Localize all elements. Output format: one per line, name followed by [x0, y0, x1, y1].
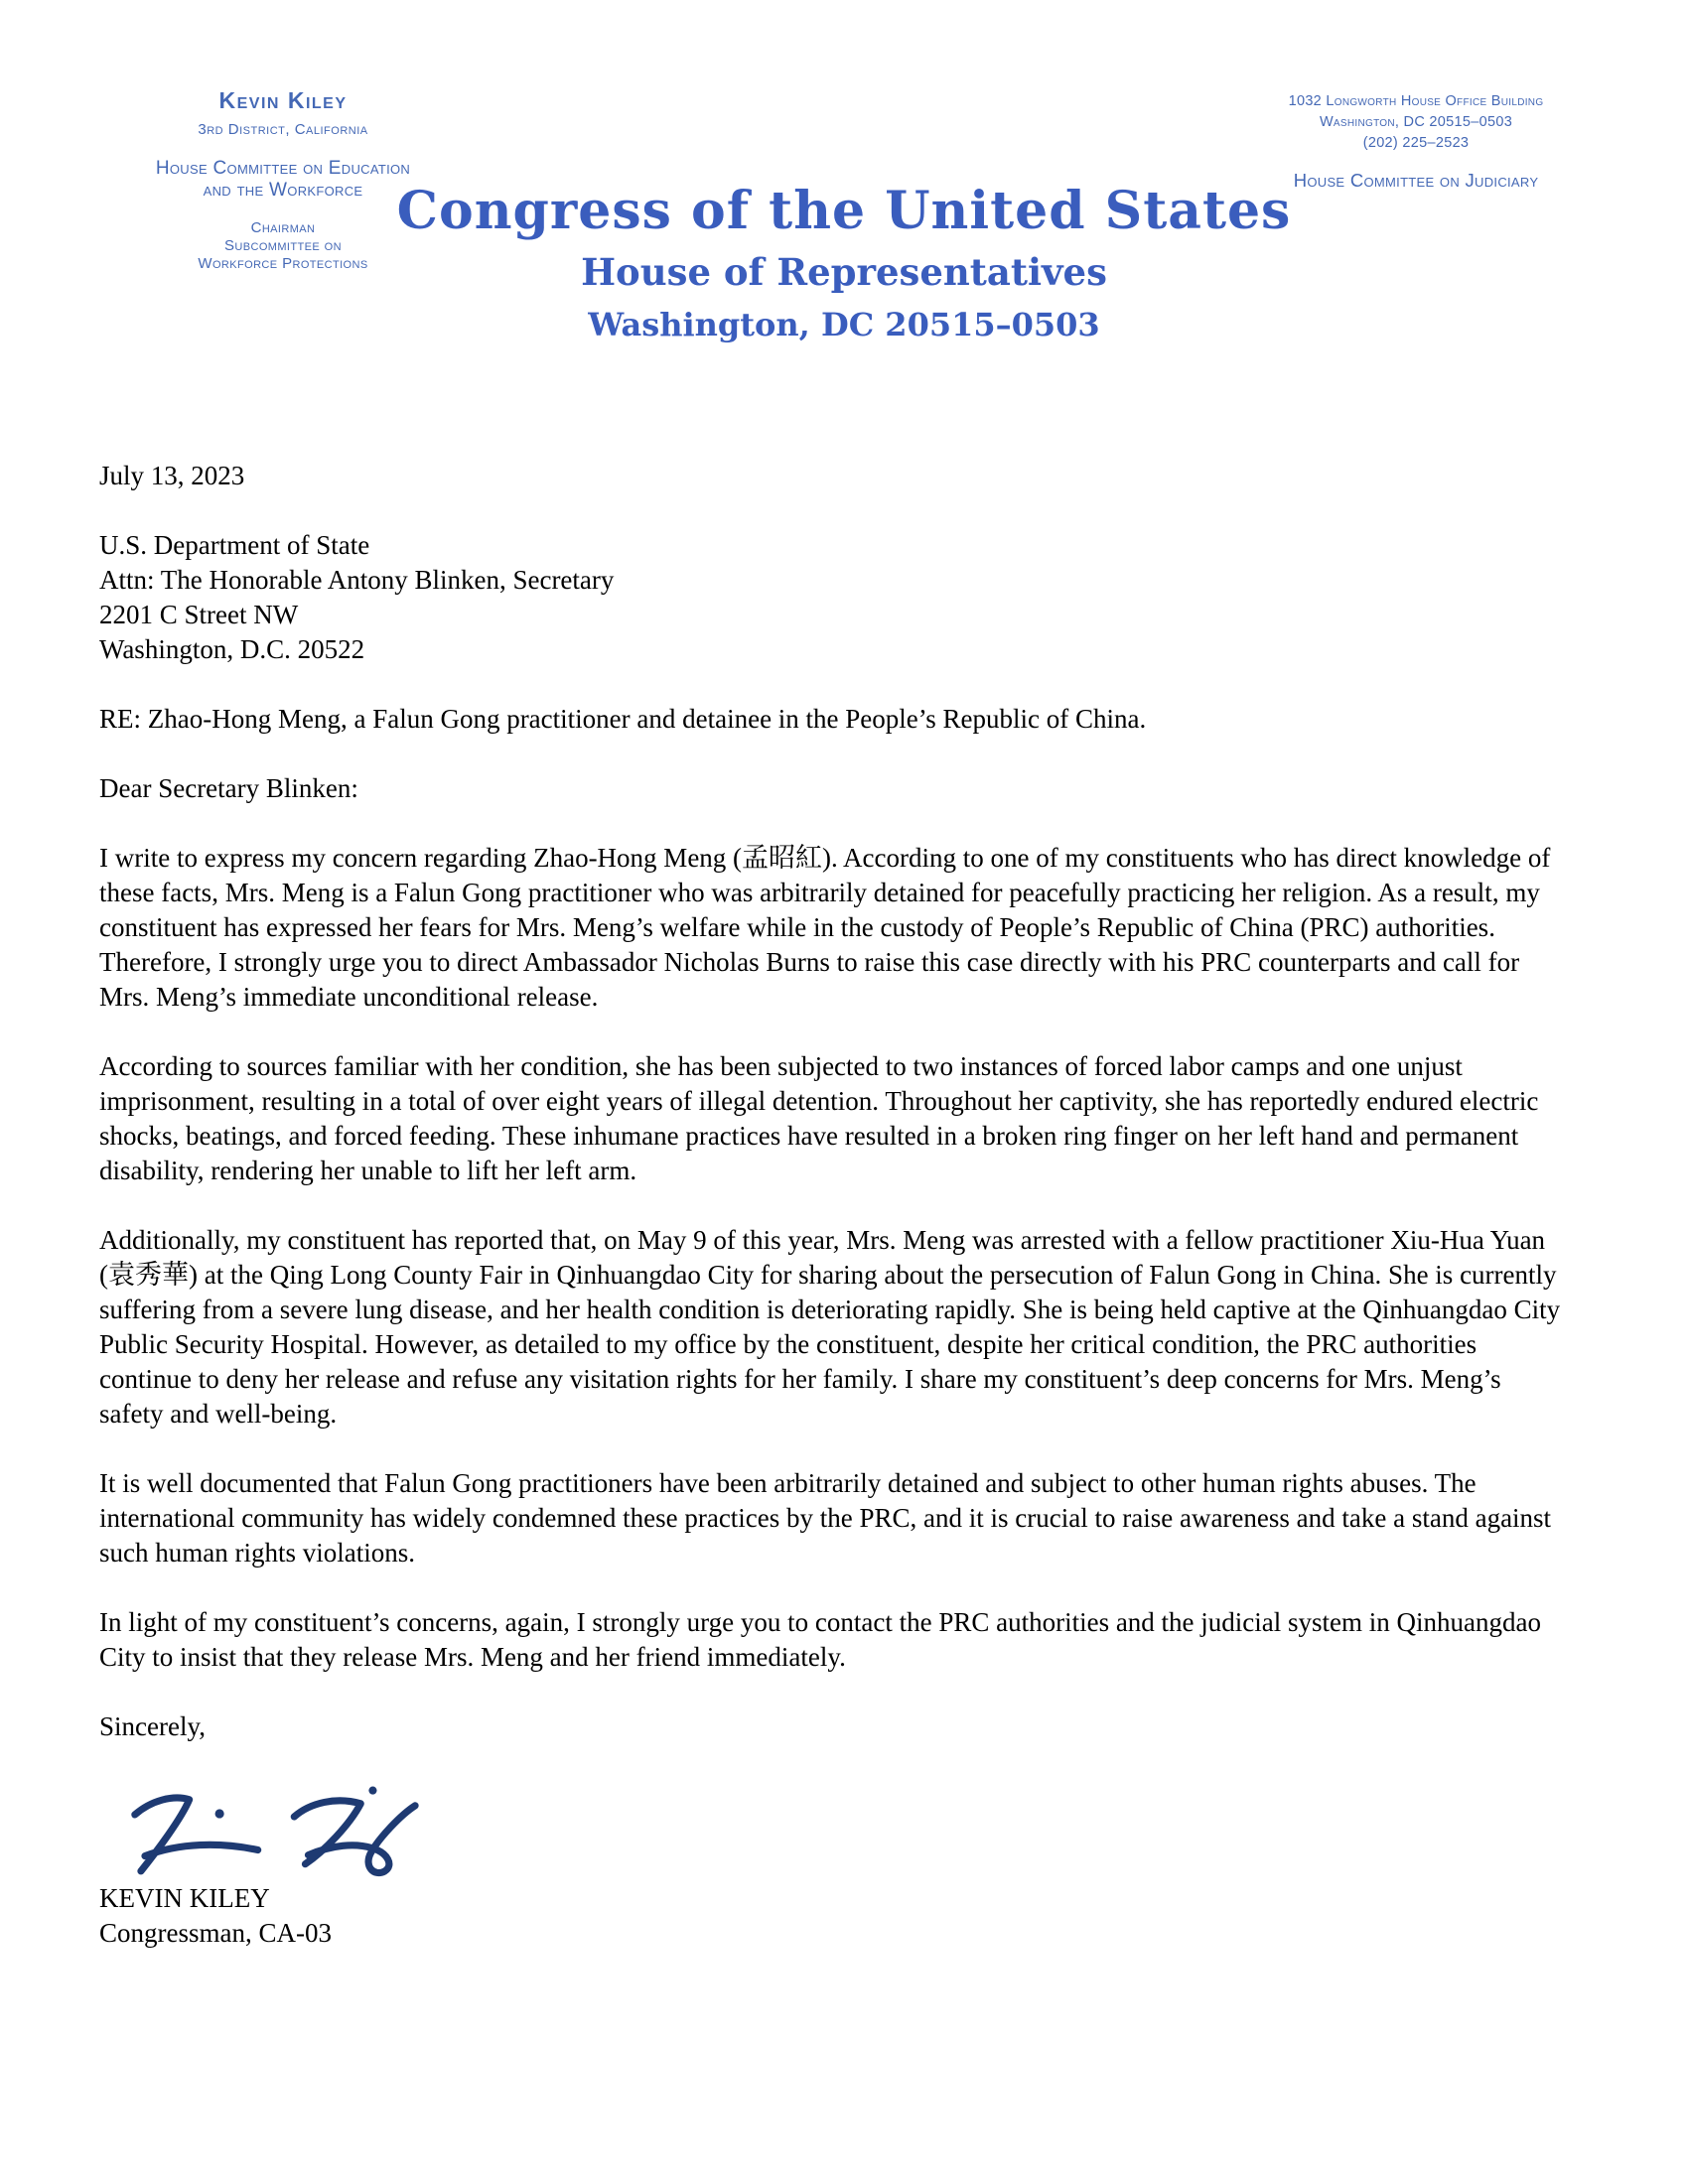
signature-block	[99, 1881, 1569, 1951]
recipient-line: U.S. Department of State	[99, 530, 370, 560]
masthead-congress: Congress of the United States	[396, 181, 1292, 241]
office-address	[1237, 91, 1595, 154]
date: July 13, 2023	[99, 461, 245, 490]
body-paragraph: It is well documented that Falun Gong practitioners have been arbitrarily detained and subject to other human rights abuses. The international community has widely condemned these practices by the PRC, and it is crucial to raise awareness and take a stand against such human rights violations.	[99, 1468, 1552, 1568]
signer-title: Congressman, CA-03	[99, 1918, 332, 1948]
member-district: 3rd District, California	[198, 121, 368, 138]
signature	[99, 1750, 457, 1881]
body-paragraph: In light of my constituent’s concerns, again, I strongly urge you to contact the PRC authorities and the judicial system in Qinhuangdao City to insist that they release Mrs. Meng and her friend immediately.	[99, 1607, 1541, 1672]
letterhead-right	[1237, 91, 1595, 192]
office-address-line1: 1032 Longworth House Office Building	[1288, 93, 1544, 109]
recipient-line: 2201 C Street NW	[99, 600, 299, 629]
committee-judiciary: House Committee on Judiciary	[1293, 170, 1539, 192]
salutation: Dear Secretary Blinken:	[99, 773, 358, 803]
signer-name: KEVIN KILEY	[99, 1883, 270, 1913]
subject-line: RE: Zhao-Hong Meng, a Falun Gong practitioner and detainee in the People’s Republic of China.	[99, 704, 1147, 734]
masthead-city: Washington, DC 20515–0503	[588, 306, 1100, 343]
subcommittee-line2: Workforce Protections	[198, 255, 368, 273]
masthead-house: House of Representatives	[581, 250, 1107, 294]
subcommittee-line1: Subcommittee on	[224, 237, 342, 255]
body-paragraph: According to sources familiar with her condition, she has been subjected to two instances of forced labor camps and one unjust imprisonment, resulting in a total of over eight years of illegal detention. Throughout her captivity, she has reportedly endured electric shocks, beatings, and forced feeding. These inhumane practices have resulted in a broken ring finger on her left hand and permanent disability, rendering her unable to lift her left arm.	[99, 1051, 1539, 1185]
masthead	[0, 181, 1688, 343]
body-paragraph: I write to express my concern regarding Zhao-Hong Meng (孟昭紅). According to one of my constituents who has direct knowledge of these facts, Mrs. Meng is a Falun Gong practitioner who was arbitrarily detained for peacefully practicing her religion. As a result, my constituent has expressed her fears for Mrs. Meng’s welfare while in the custody of People’s Republic of China (PRC) authorities. Therefore, I strongly urge you to direct Ambassador Nicholas Burns to raise this case directly with his PRC counterparts and call for Mrs. Meng’s immediate unconditional release.	[99, 843, 1551, 1012]
chairman-role: Chairman	[250, 218, 316, 236]
letter-body	[99, 459, 1569, 1951]
office-address-line2: Washington, DC 20515–0503	[1319, 114, 1513, 131]
recipient-line: Attn: The Honorable Antony Blinken, Secretary	[99, 565, 615, 595]
member-name: Kevin Kiley	[218, 87, 348, 113]
recipient-address	[99, 528, 1569, 667]
letterhead	[0, 0, 1688, 437]
office-phone: (202) 225–2523	[1362, 135, 1470, 152]
committee-education-line2: and the Workforce	[203, 180, 363, 202]
closing: Sincerely,	[99, 1711, 206, 1741]
recipient-line: Washington, D.C. 20522	[99, 634, 365, 664]
committee-education-line1: House Committee on Education	[155, 158, 411, 179]
body-paragraph: Additionally, my constituent has reported that, on May 9 of this year, Mrs. Meng was arrested with a fellow practitioner Xiu-Hua Yuan (袁秀華) at the Qing Long County Fair in Qinhuangdao City for sharing about the persecution of Falun Gong in China. She is currently suffering from a severe lung disease, and her health condition is deteriorating rapidly. She is being held captive at the Qinhuangdao City Public Security Hospital. However, as detailed to my office by the constituent, despite her critical condition, the PRC authorities continue to deny her release and refuse any visitation rights for her family. I share my constituent’s deep concerns for Mrs. Meng’s safety and well-being.	[99, 1225, 1561, 1429]
